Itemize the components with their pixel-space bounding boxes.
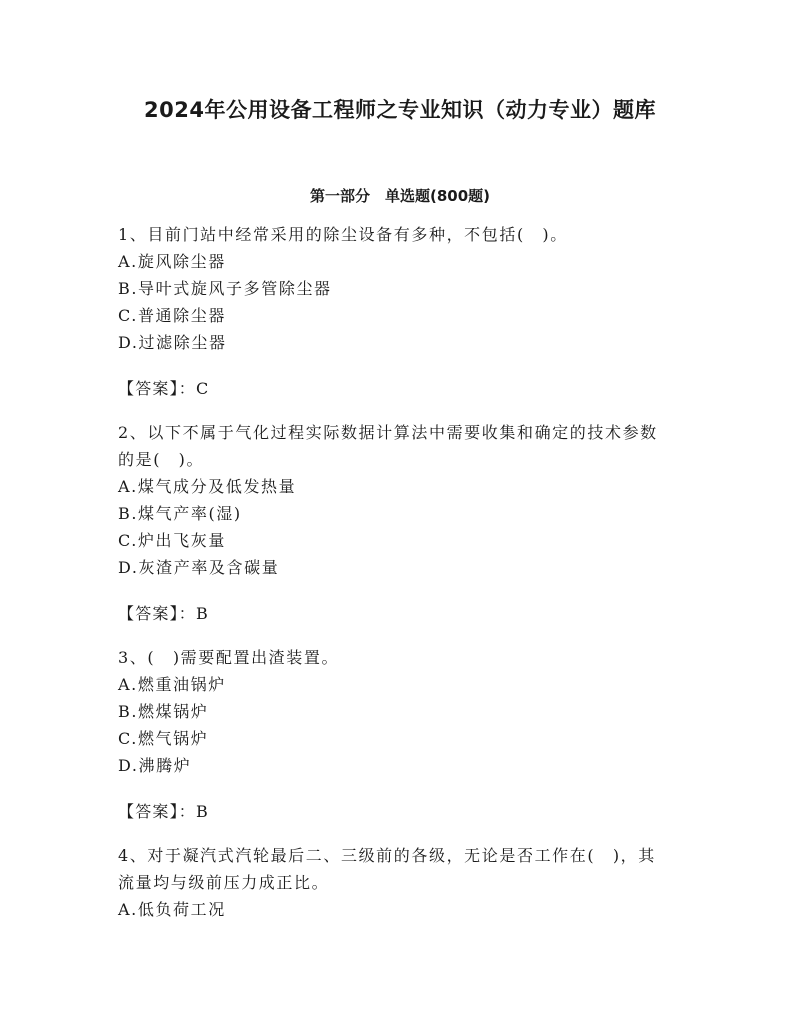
option-a: A.煤气成分及低发热量: [118, 477, 297, 496]
question-stem-continued: 的是( )。: [118, 450, 205, 469]
option-b: B.燃煤锅炉: [118, 702, 209, 721]
question-3: [118, 644, 683, 825]
answer-line: [118, 798, 683, 825]
option-b: B.煤气产率(湿): [118, 504, 242, 523]
option-d: D.灰渣产率及含碳量: [118, 558, 280, 577]
question-4: [118, 842, 683, 923]
question-stem: 4、对于凝汽式汽轮最后二、三级前的各级，无论是否工作在( )，其: [118, 846, 656, 865]
question-stem: 3、( )需要配置出渣装置。: [118, 648, 340, 667]
answer-line: [118, 600, 683, 627]
option-c: C.燃气锅炉: [118, 729, 209, 748]
option-d: D.沸腾炉: [118, 756, 192, 775]
answer-value: C: [196, 379, 210, 398]
question-2: [118, 419, 683, 627]
question-list: [118, 221, 683, 923]
option-a: A.燃重油锅炉: [118, 675, 226, 694]
answer-label: 【答案】：: [118, 379, 197, 398]
question-1: [118, 221, 683, 402]
question-stem: 1、目前门站中经常采用的除尘设备有多种，不包括( )。: [118, 225, 568, 244]
section-title: 第一部分 单选题(800题): [309, 187, 491, 205]
option-c: C.炉出飞灰量: [118, 531, 226, 550]
answer-line: [118, 375, 683, 402]
question-stem-continued: 流量均与级前压力成正比。: [118, 873, 330, 892]
option-a: A.旋风除尘器: [118, 252, 226, 271]
question-stem: 2、以下不属于气化过程实际数据计算法中需要收集和确定的技术参数: [118, 423, 658, 442]
answer-label: 【答案】：: [118, 604, 197, 623]
option-b: B.导叶式旋风子多管除尘器: [118, 279, 332, 298]
document-title: 2024年公用设备工程师之专业知识（动力专业）题库: [144, 98, 656, 122]
answer-label: 【答案】：: [118, 802, 197, 821]
option-a: A.低负荷工况: [118, 900, 226, 919]
answer-value: B: [196, 802, 209, 821]
answer-value: B: [196, 604, 209, 623]
option-c: C.普通除尘器: [118, 306, 226, 325]
option-d: D.过滤除尘器: [118, 333, 227, 352]
